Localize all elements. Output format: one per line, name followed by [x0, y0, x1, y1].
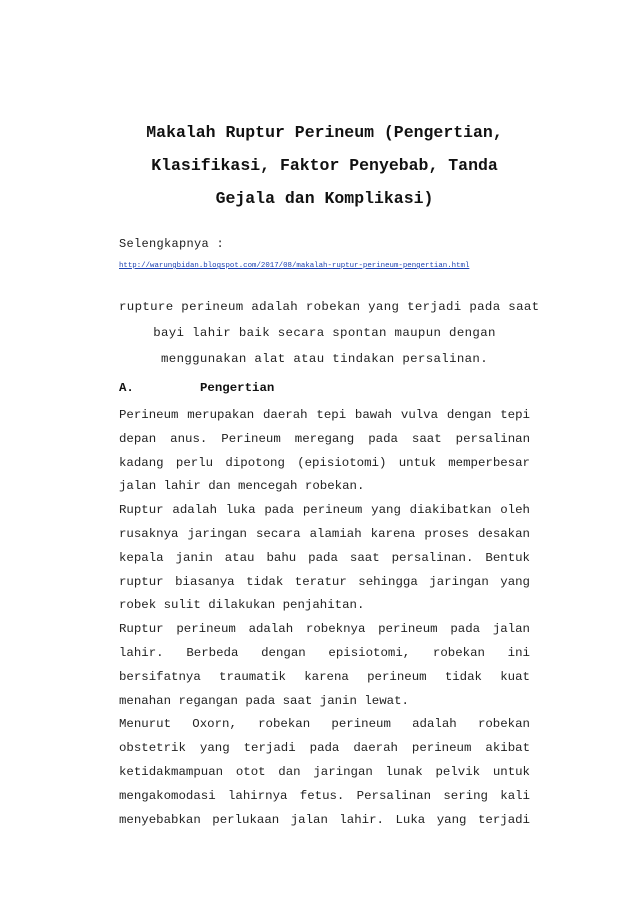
- body-line: ketidakmampuan otot dan jaringan lunak pelvik untuk: [119, 764, 530, 779]
- body-text: [119, 404, 530, 832]
- abstract-line: menggunakan alat atau tindakan persalinan.: [161, 352, 488, 366]
- section-heading: [119, 381, 274, 395]
- body-line: ruptur biasanya tidak teratur sehingga jaringan yang: [119, 574, 530, 589]
- body-line: mengakomodasi lahirnya fetus. Persalinan sering kali: [119, 788, 530, 803]
- body-line: Perineum merupakan daerah tepi bawah vulva dengan tepi: [119, 408, 530, 422]
- body-line: kadang perlu dipotong (episiotomi) untuk memperbesar: [119, 455, 530, 470]
- section-title: Pengertian: [200, 381, 275, 395]
- body-line: depan anus. Perineum meregang pada saat persalinan: [119, 431, 530, 446]
- abstract-line: bayi lahir baik secara spontan maupun dengan: [153, 326, 496, 340]
- body-line: obstetrik yang terjadi pada daerah perineum akibat: [119, 741, 530, 756]
- body-line: rusaknya jaringan secara alamiah karena proses desakan: [119, 526, 530, 541]
- body-line: lahir. Berbeda dengan episiotomi, robekan ini: [119, 645, 530, 660]
- title-line: Gejala dan Komplikasi): [215, 189, 434, 208]
- section-number: A.: [119, 381, 134, 395]
- title-line: Klasifikasi, Faktor Penyebab, Tanda: [151, 156, 498, 175]
- body-line: jalan lahir dan mencegah robekan.: [119, 479, 365, 494]
- source-label: Selengkapnya :: [119, 237, 225, 251]
- body-line: menahan regangan pada saat janin lewat.: [119, 693, 409, 708]
- document-title: [119, 116, 530, 215]
- title-line: Makalah Ruptur Perineum (Pengertian,: [146, 123, 503, 142]
- body-line: menyebabkan perlukaan jalan lahir. Luka yang terjadi: [119, 812, 530, 827]
- body-line: Ruptur adalah luka pada perineum yang diakibatkan oleh: [119, 503, 530, 518]
- body-line: kepala janin atau bahu pada saat persalinan. Bentuk: [119, 550, 530, 565]
- abstract-line: rupture perineum adalah robekan yang terjadi pada saat: [119, 300, 540, 314]
- body-line: robek sulit dilakukan penjahitan.: [119, 598, 365, 613]
- abstract: [119, 294, 540, 372]
- source-link[interactable]: http://warungbidan.blogspot.com/2017/08/makalah-ruptur-perineum-pengertian.html: [119, 262, 470, 270]
- body-line: bersifatnya traumatik karena perineum tidak kuat: [119, 669, 530, 684]
- body-line: Menurut Oxorn, robekan perineum adalah robekan: [119, 717, 530, 732]
- body-line: Ruptur perineum adalah robeknya perineum pada jalan: [119, 622, 530, 637]
